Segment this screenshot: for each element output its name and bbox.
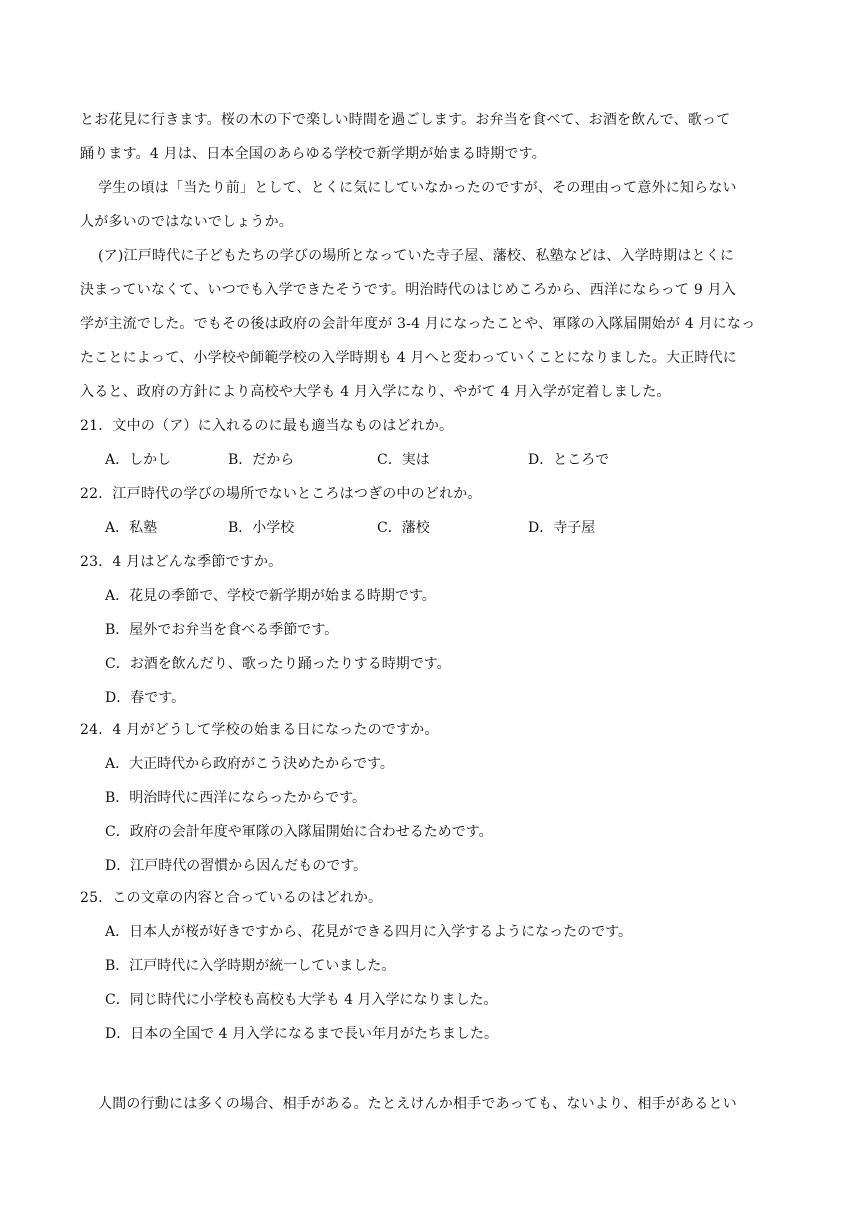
passage-line: (ア)江戸時代に子どもたちの学びの場所となっていた寺子屋、藩校、私塾などは、入学時期はとくに xyxy=(98,248,735,264)
question-option: C．同じ時代に小学校も高校も大学も 4 月入学になりました。 xyxy=(105,992,498,1008)
question-stem: 23．4 月はどんな季節ですか。 xyxy=(80,554,283,570)
question-option: B．屋外でお弁当を食べる季節です。 xyxy=(105,622,339,638)
question-stem: 24．4 月がどうして学校の始まる日になったのですか。 xyxy=(80,722,439,738)
passage-line: 決まっていなくて、いつでも入学できたそうです。明治時代のはじめころから、西洋にならって 9 月入 xyxy=(80,282,737,298)
question-option: A．花見の季節で、学校で新学期が始まる時期です。 xyxy=(105,588,436,604)
question-option: A．大正時代から政府がこう決めたからです。 xyxy=(105,756,394,772)
question-option: B．江戸時代に入学時期が統一していました。 xyxy=(105,958,396,974)
passage-line: 踊ります。4 月は、日本全国のあらゆる学校で新学期が始まる時期です。 xyxy=(80,146,546,162)
passage-line: 人が多いのではないでしょうか。 xyxy=(80,214,293,230)
question-stem: 22．江戸時代の学びの場所でないところはつぎの中のどれか。 xyxy=(80,486,482,502)
question-option: A．日本人が桜が好きですから、花見ができる四月に入学するようになったのです。 xyxy=(105,924,632,940)
question-stem: 25．この文章の内容と合っているのはどれか。 xyxy=(80,890,383,906)
next-passage-line: 人間の行動には多くの場合、相手がある。たとえけんか相手であっても、ないより、相手があるとい xyxy=(98,1096,737,1112)
passage-line: たことによって、小学校や師範学校の入学時期も 4 月へと変わっていくことになりました。大正時代に xyxy=(80,350,737,366)
question-option: C．藩校 xyxy=(377,520,430,536)
question-option: C．政府の会計年度や軍隊の入隊届開始に合わせるためです。 xyxy=(105,824,493,840)
question-option: C．お酒を飲んだり、歌ったり踊ったりする時期です。 xyxy=(105,656,451,672)
question-option: A．しかし xyxy=(105,452,172,468)
question-stem: 21．文中の（ア）に入れるのに最も適当なものはどれか。 xyxy=(80,418,454,434)
passage-line: とお花見に行きます。桜の木の下で楽しい時間を過ごします。お弁当を食べて、お酒を飲んで、歌って xyxy=(80,112,731,128)
question-option: B．だから xyxy=(228,452,295,468)
question-option: A．私塾 xyxy=(105,520,158,536)
question-option: D．寺子屋 xyxy=(528,520,596,536)
passage-line: 学が主流でした。でもその後は政府の会計年度が 3-4 月になったことや、軍隊の入隊届開始が 4 月になっ xyxy=(80,316,756,332)
passage-line: 学生の頃は「当たり前」として、とくに気にしていなかったのですが、その理由って意外に知らない xyxy=(98,180,737,196)
question-option: D．ところで xyxy=(528,452,610,468)
question-option: D．日本の全国で 4 月入学になるまで長い年月がたちました。 xyxy=(105,1026,499,1042)
question-option: D．春です。 xyxy=(105,690,186,706)
question-option: B．小学校 xyxy=(228,520,295,536)
question-option: C．実は xyxy=(377,452,430,468)
question-option: B．明治時代に西洋にならったからです。 xyxy=(105,790,367,806)
passage-line: 入ると、政府の方針により高校や大学も 4 月入学になり、やがて 4 月入学が定着しました。 xyxy=(80,384,671,400)
question-option: D．江戸時代の習慣から因んだものです。 xyxy=(105,858,368,874)
